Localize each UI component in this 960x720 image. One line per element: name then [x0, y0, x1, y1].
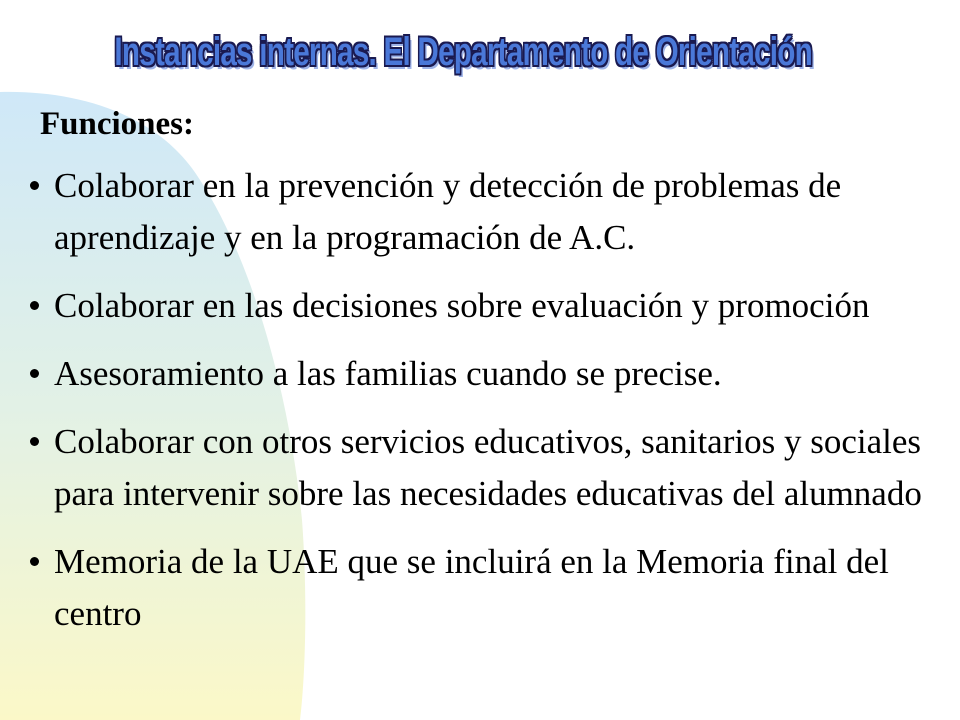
slide-title: Instancias internas. El Departamento de Orientación	[114, 30, 812, 74]
list-item	[28, 536, 928, 640]
list-item-text: Colaborar con otros servicios educativos, sanitarios y sociales para intervenir sobre las necesidades educativas del alumnado	[54, 422, 922, 513]
list-item	[28, 280, 928, 332]
list-item-text: Colaborar en la prevención y detección de problemas de aprendizaje y en la programación de A.C.	[54, 166, 842, 257]
functions-heading: Funciones:	[40, 106, 195, 142]
bullet-dot-icon	[30, 181, 39, 190]
list-item-text: Colaborar en las decisiones sobre evaluación y promoción	[54, 286, 870, 325]
list-item-text: Memoria de la UAE que se incluirá en la Memoria final del centro	[54, 542, 889, 633]
list-item	[28, 416, 928, 520]
list-item	[28, 160, 928, 264]
bullet-dot-icon	[30, 301, 39, 310]
bullet-dot-icon	[30, 437, 39, 446]
bullet-dot-icon	[30, 369, 39, 378]
functions-list	[28, 160, 928, 656]
bullet-dot-icon	[30, 557, 39, 566]
list-item	[28, 348, 928, 400]
list-item-text: Asesoramiento a las familias cuando se precise.	[54, 354, 722, 393]
